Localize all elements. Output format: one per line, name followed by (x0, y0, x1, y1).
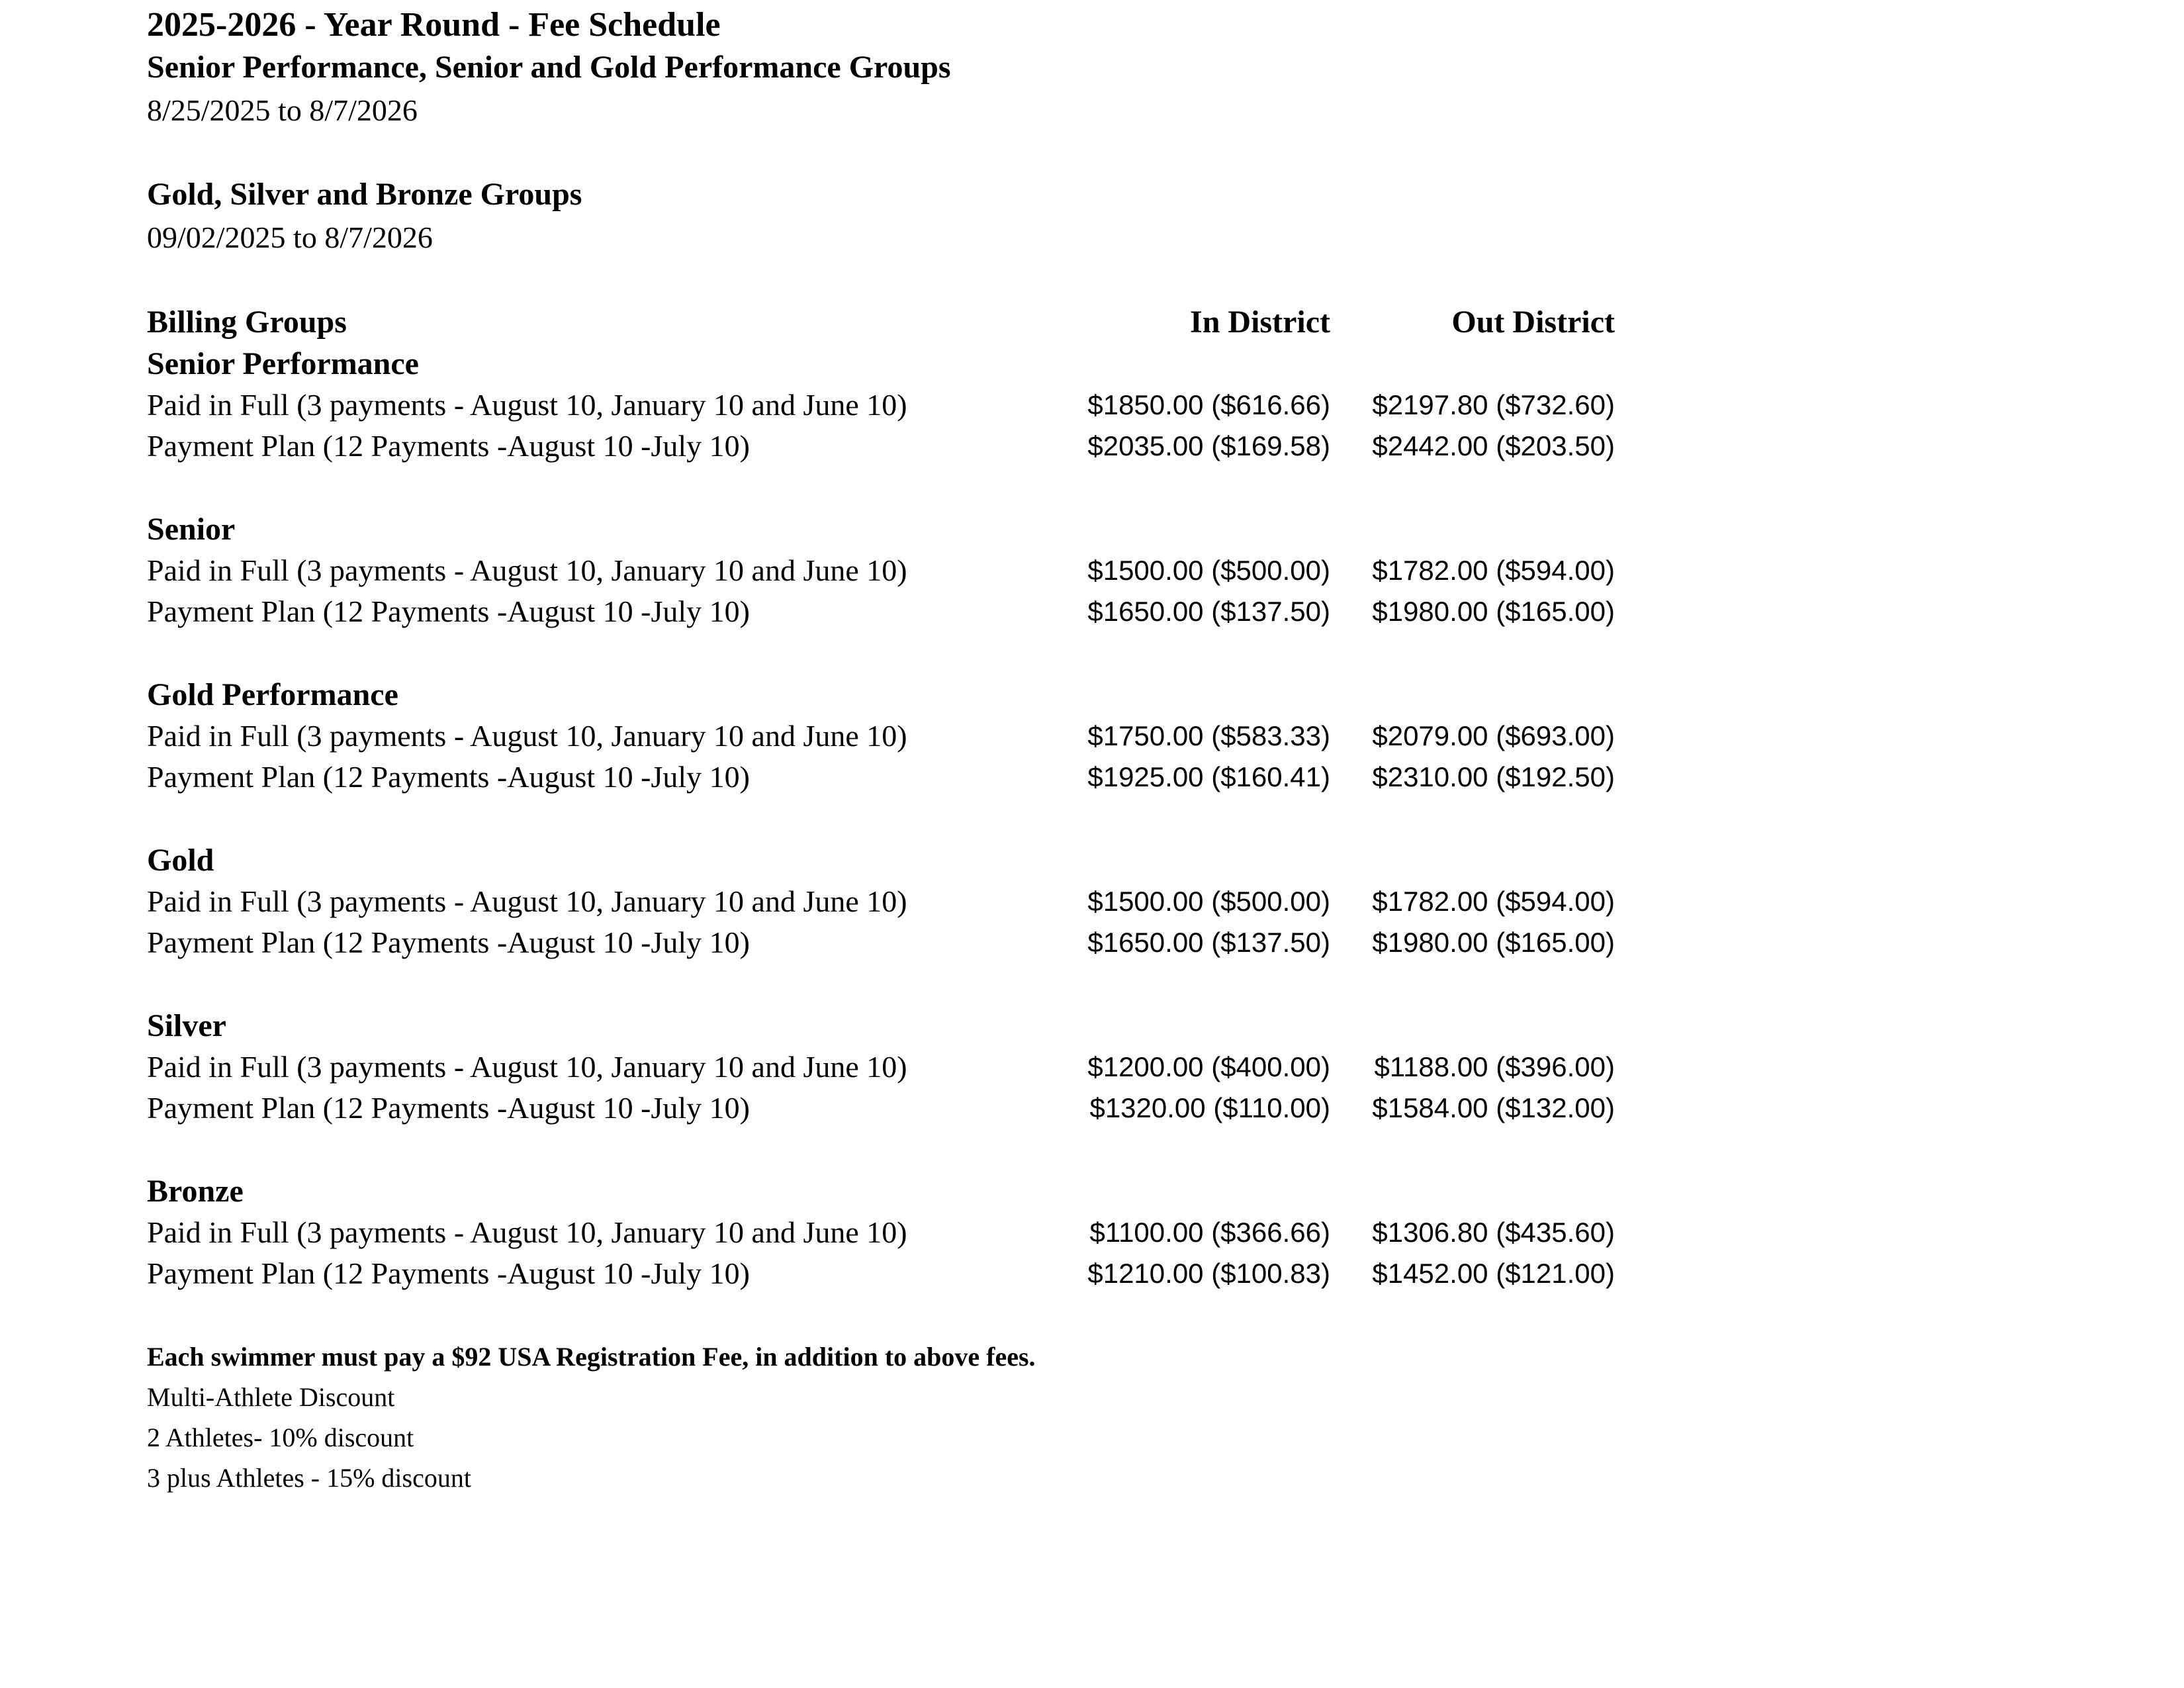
row-label: Paid in Full (3 payments - August 10, January 10 and June 10) (147, 553, 907, 587)
row-label: Payment Plan (12 Payments -August 10 -July 10) (147, 594, 750, 628)
discount-three-plus-athletes: 3 plus Athletes - 15% discount (147, 1463, 471, 1493)
in-district-fee: $1210.00 ($100.83) (1087, 1258, 1330, 1289)
group-name-gold-performance: Gold Performance (147, 677, 398, 712)
group-name-senior-performance: Senior Performance (147, 346, 419, 381)
dates-senior-groups: 8/25/2025 to 8/7/2026 (147, 93, 418, 127)
row-label: Paid in Full (3 payments - August 10, January 10 and June 10) (147, 388, 907, 422)
in-district-fee: $1650.00 ($137.50) (1087, 596, 1330, 627)
in-district-fee: $1500.00 ($500.00) (1087, 555, 1330, 586)
row-label: Paid in Full (3 payments - August 10, January 10 and June 10) (147, 719, 907, 753)
in-district-fee: $1750.00 ($583.33) (1087, 720, 1330, 751)
out-district-fee: $1980.00 ($165.00) (1372, 927, 1615, 958)
out-district-fee: $1782.00 ($594.00) (1372, 886, 1615, 917)
out-district-fee: $2310.00 ($192.50) (1372, 761, 1615, 792)
row-label: Payment Plan (12 Payments -August 10 -July 10) (147, 760, 750, 794)
row-label: Payment Plan (12 Payments -August 10 -July 10) (147, 1256, 750, 1290)
out-district-fee: $1782.00 ($594.00) (1372, 555, 1615, 586)
in-district-fee: $1320.00 ($110.00) (1089, 1092, 1330, 1123)
group-name-bronze: Bronze (147, 1174, 244, 1209)
group-name-senior: Senior (147, 512, 236, 547)
in-district-fee: $1200.00 ($400.00) (1087, 1051, 1330, 1082)
in-district-fee: $1925.00 ($160.41) (1087, 761, 1330, 792)
out-district-fee: $2079.00 ($693.00) (1372, 720, 1615, 751)
group-name-silver: Silver (147, 1008, 226, 1043)
group-name-gold: Gold (147, 843, 214, 878)
out-district-fee: $1980.00 ($165.00) (1372, 596, 1615, 627)
subtitle-gold-silver-bronze: Gold, Silver and Bronze Groups (147, 177, 582, 212)
out-district-fee: $2197.80 ($732.60) (1372, 389, 1615, 420)
out-district-fee: $1584.00 ($132.00) (1372, 1092, 1615, 1123)
discount-title: Multi-Athlete Discount (147, 1382, 395, 1412)
in-district-fee: $1650.00 ($137.50) (1087, 927, 1330, 958)
column-header-in-district: In District (1190, 305, 1330, 340)
page-title: 2025-2026 - Year Round - Fee Schedule (147, 6, 721, 44)
dates-gold-silver-bronze: 09/02/2025 to 8/7/2026 (147, 220, 433, 254)
in-district-fee: $1100.00 ($366.66) (1089, 1217, 1330, 1248)
row-label: Payment Plan (12 Payments -August 10 -July 10) (147, 1091, 750, 1125)
row-label: Payment Plan (12 Payments -August 10 -July 10) (147, 429, 750, 463)
row-label: Paid in Full (3 payments - August 10, January 10 and June 10) (147, 884, 907, 918)
row-label: Payment Plan (12 Payments -August 10 -July 10) (147, 925, 750, 959)
column-header-out-district: Out District (1451, 305, 1615, 340)
out-district-fee: $2442.00 ($203.50) (1372, 430, 1615, 461)
in-district-fee: $1850.00 ($616.66) (1087, 389, 1330, 420)
column-header-billing-groups: Billing Groups (147, 305, 347, 340)
out-district-fee: $1452.00 ($121.00) (1372, 1258, 1615, 1289)
in-district-fee: $2035.00 ($169.58) (1087, 430, 1330, 461)
registration-fee-note: Each swimmer must pay a $92 USA Registration Fee, in addition to above fees. (147, 1342, 1036, 1372)
subtitle-senior-groups: Senior Performance, Senior and Gold Performance Groups (147, 50, 951, 85)
in-district-fee: $1500.00 ($500.00) (1087, 886, 1330, 917)
row-label: Paid in Full (3 payments - August 10, January 10 and June 10) (147, 1050, 907, 1084)
row-label: Paid in Full (3 payments - August 10, January 10 and June 10) (147, 1215, 907, 1249)
out-district-fee: $1188.00 ($396.00) (1374, 1051, 1615, 1082)
discount-two-athletes: 2 Athletes- 10% discount (147, 1423, 414, 1452)
out-district-fee: $1306.80 ($435.60) (1372, 1217, 1615, 1248)
